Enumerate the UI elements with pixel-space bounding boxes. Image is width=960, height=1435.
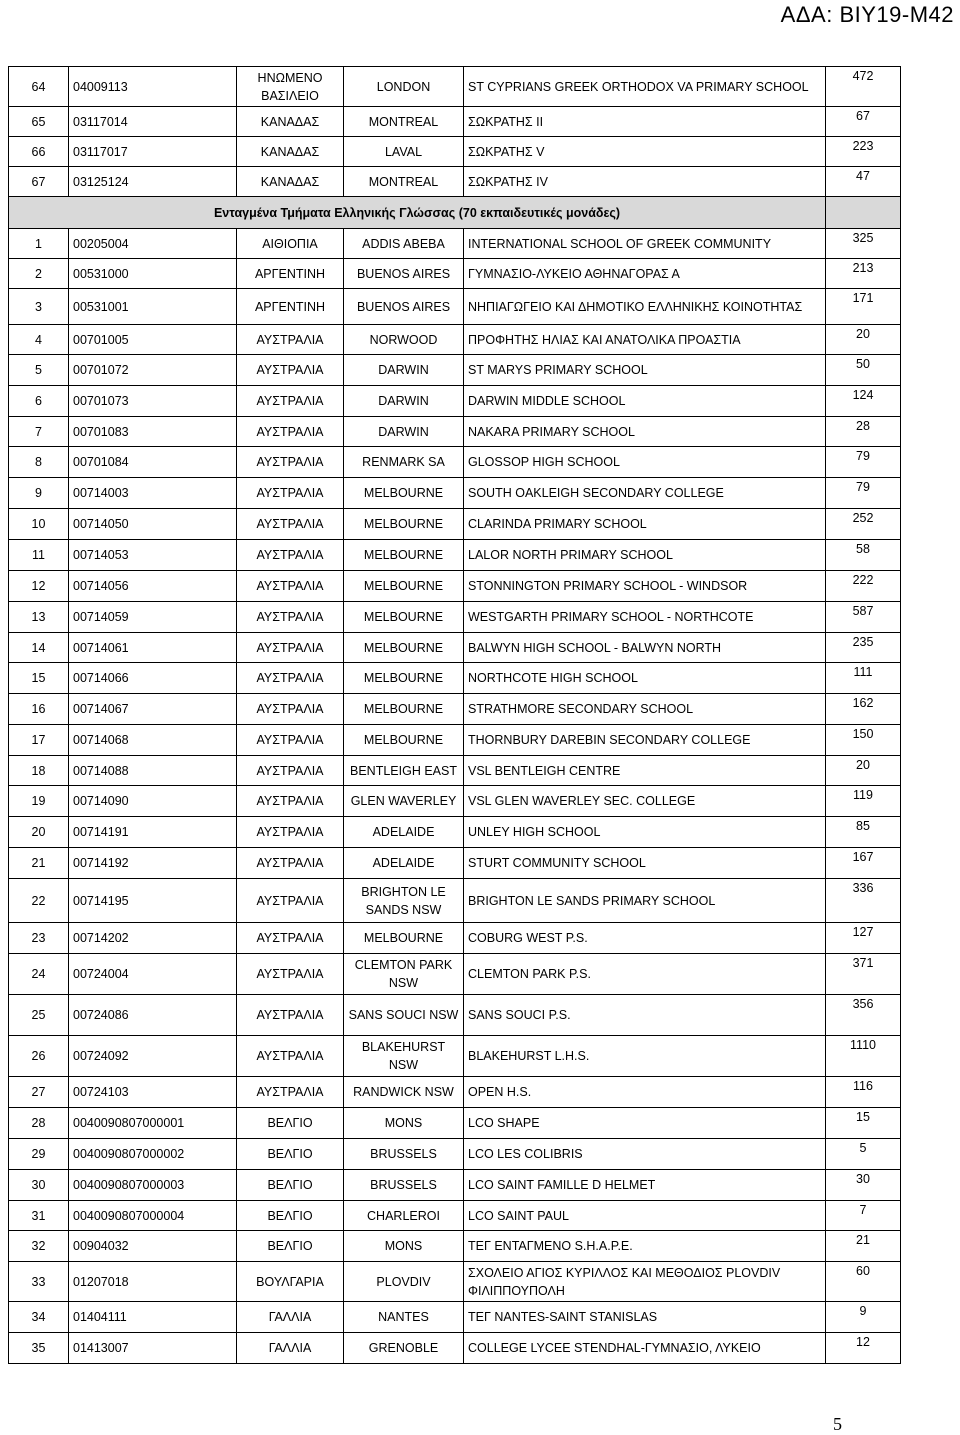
school-code: 01413007: [69, 1333, 237, 1364]
school-name: ΣΩΚΡΑΤΗΣ ΙΙ: [464, 107, 826, 137]
school-code: 00714061: [69, 633, 237, 663]
school-code: 04009113: [69, 67, 237, 107]
row-number: 28: [9, 1108, 69, 1139]
student-count: 79: [826, 447, 901, 478]
student-count: 15: [826, 1108, 901, 1139]
school-code: 00714088: [69, 756, 237, 786]
school-name: ΣΩΚΡΑΤΗΣ V: [464, 137, 826, 167]
student-count: 20: [826, 756, 901, 786]
school-name: CLARINDA PRIMARY SCHOOL: [464, 509, 826, 540]
school-name: WESTGARTH PRIMARY SCHOOL - NORTHCOTE: [464, 602, 826, 633]
country: ΑΥΣΤΡΑΛΙΑ: [237, 786, 344, 817]
school-name: SOUTH OAKLEIGH SECONDARY COLLEGE: [464, 478, 826, 509]
row-number: 5: [9, 355, 69, 386]
city: MELBOURNE: [344, 633, 464, 663]
row-number: 25: [9, 995, 69, 1036]
row-number: 12: [9, 571, 69, 602]
country: ΗΝΩΜΕΝΟ ΒΑΣΙΛΕΙΟ: [237, 67, 344, 107]
school-name: BLAKEHURST L.H.S.: [464, 1036, 826, 1077]
school-name: STRATHMORE SECONDARY SCHOOL: [464, 694, 826, 725]
table-row: [9, 386, 901, 417]
city: MONS: [344, 1108, 464, 1139]
row-number: 3: [9, 289, 69, 325]
table-row: [9, 995, 901, 1036]
school-name: DARWIN MIDDLE SCHOOL: [464, 386, 826, 417]
country: ΑΥΣΤΡΑΛΙΑ: [237, 509, 344, 540]
city: RENMARK SA: [344, 447, 464, 478]
school-code: 00714192: [69, 848, 237, 879]
row-number: 9: [9, 478, 69, 509]
table-row: [9, 107, 901, 137]
table-row: [9, 756, 901, 786]
country: ΑΥΣΤΡΑΛΙΑ: [237, 995, 344, 1036]
table-row: [9, 1201, 901, 1231]
table-row: [9, 1036, 901, 1077]
row-number: 22: [9, 879, 69, 923]
student-count: 150: [826, 725, 901, 756]
row-number: 1: [9, 229, 69, 259]
city: MELBOURNE: [344, 663, 464, 694]
table-row: [9, 954, 901, 995]
city: BUENOS AIRES: [344, 259, 464, 289]
school-name: LCO SHAPE: [464, 1108, 826, 1139]
schools-table: [8, 66, 901, 1364]
student-count: 28: [826, 417, 901, 447]
country: ΑΥΣΤΡΑΛΙΑ: [237, 954, 344, 995]
city: MONS: [344, 1231, 464, 1262]
country: ΑΥΣΤΡΑΛΙΑ: [237, 540, 344, 571]
school-code: 00904032: [69, 1231, 237, 1262]
school-name: ST CYPRIANS GREEK ORTHODOX VA PRIMARY SCHOOL: [464, 67, 826, 107]
school-code: 01404111: [69, 1302, 237, 1333]
school-code: 0040090807000002: [69, 1139, 237, 1170]
row-number: 11: [9, 540, 69, 571]
table-row: [9, 1333, 901, 1364]
country: ΒΕΛΓΙΟ: [237, 1231, 344, 1262]
city: SANS SOUCI NSW: [344, 995, 464, 1036]
city: DARWIN: [344, 417, 464, 447]
school-code: 00724092: [69, 1036, 237, 1077]
school-name: LCO LES COLIBRIS: [464, 1139, 826, 1170]
row-number: 64: [9, 67, 69, 107]
school-code: 00531001: [69, 289, 237, 325]
row-number: 10: [9, 509, 69, 540]
school-name: ΓΥΜΝΑΣΙΟ-ΛΥΚΕΙΟ ΑΘΗΝΑΓΟΡΑΣ Α: [464, 259, 826, 289]
student-count: 162: [826, 694, 901, 725]
table-row: [9, 817, 901, 848]
country: ΑΥΣΤΡΑΛΙΑ: [237, 447, 344, 478]
school-code: 00714090: [69, 786, 237, 817]
school-code: 00531000: [69, 259, 237, 289]
city: BRUSSELS: [344, 1139, 464, 1170]
table-row: [9, 167, 901, 197]
school-code: 01207018: [69, 1262, 237, 1302]
row-number: 18: [9, 756, 69, 786]
student-count: 67: [826, 107, 901, 137]
school-name: NAKARA PRIMARY SCHOOL: [464, 417, 826, 447]
country: ΑΥΣΤΡΑΛΙΑ: [237, 325, 344, 355]
row-number: 21: [9, 848, 69, 879]
student-count: 119: [826, 786, 901, 817]
school-name: LALOR NORTH PRIMARY SCHOOL: [464, 540, 826, 571]
country: ΚΑΝΑΔΑΣ: [237, 107, 344, 137]
student-count: 356: [826, 995, 901, 1036]
row-number: 14: [9, 633, 69, 663]
country: ΑΥΣΤΡΑΛΙΑ: [237, 417, 344, 447]
school-name: GLOSSOP HIGH SCHOOL: [464, 447, 826, 478]
row-number: 33: [9, 1262, 69, 1302]
school-name: ΠΡΟΦΗΤΗΣ ΗΛΙΑΣ ΚΑΙ ΑΝΑΤΟΛΙΚΑ ΠΡΟΑΣΤΙΑ: [464, 325, 826, 355]
city: GLEN WAVERLEY: [344, 786, 464, 817]
city: ADDIS ABEBA: [344, 229, 464, 259]
school-name: COBURG WEST P.S.: [464, 923, 826, 954]
city: MELBOURNE: [344, 694, 464, 725]
city: PLOVDIV: [344, 1262, 464, 1302]
country: ΑΥΣΤΡΑΛΙΑ: [237, 923, 344, 954]
school-name: ΣΩΚΡΑΤΗΣ ΙV: [464, 167, 826, 197]
school-code: 03117014: [69, 107, 237, 137]
section-title: Ενταγμένα Τμήματα Ελληνικής Γλώσσας (70 εκπαιδευτικές μονάδες): [9, 197, 826, 229]
table-row: [9, 571, 901, 602]
country: ΑΥΣΤΡΑΛΙΑ: [237, 1036, 344, 1077]
school-name: OPEN H.S.: [464, 1077, 826, 1108]
school-name: NORTHCOTE HIGH SCHOOL: [464, 663, 826, 694]
school-code: 0040090807000001: [69, 1108, 237, 1139]
table-row: [9, 694, 901, 725]
page-number: 5: [833, 1414, 842, 1434]
school-name: LCO SAINT PAUL: [464, 1201, 826, 1231]
country: ΑΥΣΤΡΑΛΙΑ: [237, 663, 344, 694]
table-row: [9, 1139, 901, 1170]
student-count: 336: [826, 879, 901, 923]
student-count: 47: [826, 167, 901, 197]
table-row: [9, 786, 901, 817]
student-count: 371: [826, 954, 901, 995]
row-number: 16: [9, 694, 69, 725]
table-row: [9, 325, 901, 355]
student-count: 60: [826, 1262, 901, 1302]
school-code: 00714191: [69, 817, 237, 848]
country: ΑΥΣΤΡΑΛΙΑ: [237, 386, 344, 417]
table-row: [9, 923, 901, 954]
student-count: 325: [826, 229, 901, 259]
city: NORWOOD: [344, 325, 464, 355]
student-count: 587: [826, 602, 901, 633]
city: MELBOURNE: [344, 478, 464, 509]
school-name: VSL GLEN WAVERLEY SEC. COLLEGE: [464, 786, 826, 817]
row-number: 32: [9, 1231, 69, 1262]
school-name: STONNINGTON PRIMARY SCHOOL - WINDSOR: [464, 571, 826, 602]
table-row: [9, 259, 901, 289]
country: ΑΥΣΤΡΑΛΙΑ: [237, 879, 344, 923]
section-header-row: [9, 197, 901, 229]
row-number: 4: [9, 325, 69, 355]
city: BRUSSELS: [344, 1170, 464, 1201]
school-name: LCO SAINT FAMILLE D HELMET: [464, 1170, 826, 1201]
school-name: STURT COMMUNITY SCHOOL: [464, 848, 826, 879]
country: ΑΥΣΤΡΑΛΙΑ: [237, 633, 344, 663]
student-count: 223: [826, 137, 901, 167]
school-name: ΤΕΓ ΕΝΤΑΓΜΕΝΟ S.H.A.P.E.: [464, 1231, 826, 1262]
school-name: BRIGHTON LE SANDS PRIMARY SCHOOL: [464, 879, 826, 923]
country: ΑΥΣΤΡΑΛΙΑ: [237, 848, 344, 879]
table-row: [9, 848, 901, 879]
country: ΒΕΛΓΙΟ: [237, 1201, 344, 1231]
country: ΑΥΣΤΡΑΛΙΑ: [237, 355, 344, 386]
school-name: VSL BENTLEIGH CENTRE: [464, 756, 826, 786]
school-code: 00724086: [69, 995, 237, 1036]
city: RANDWICK NSW: [344, 1077, 464, 1108]
student-count: 235: [826, 633, 901, 663]
school-name: INTERNATIONAL SCHOOL OF GREEK COMMUNITY: [464, 229, 826, 259]
student-count: 5: [826, 1139, 901, 1170]
student-count: 58: [826, 540, 901, 571]
school-code: 00701084: [69, 447, 237, 478]
student-count: 30: [826, 1170, 901, 1201]
school-code: 00714059: [69, 602, 237, 633]
city: MELBOURNE: [344, 923, 464, 954]
student-count: 20: [826, 325, 901, 355]
table-row: [9, 1077, 901, 1108]
student-count: 167: [826, 848, 901, 879]
school-code: 00714195: [69, 879, 237, 923]
row-number: 29: [9, 1139, 69, 1170]
school-code: 03117017: [69, 137, 237, 167]
row-number: 34: [9, 1302, 69, 1333]
student-count: 50: [826, 355, 901, 386]
city: BUENOS AIRES: [344, 289, 464, 325]
school-code: 00701005: [69, 325, 237, 355]
table-row: [9, 725, 901, 756]
row-number: 31: [9, 1201, 69, 1231]
student-count: 472: [826, 67, 901, 107]
table-row: [9, 1262, 901, 1302]
school-code: 00714202: [69, 923, 237, 954]
row-number: 23: [9, 923, 69, 954]
country: ΑΥΣΤΡΑΛΙΑ: [237, 756, 344, 786]
city: MELBOURNE: [344, 725, 464, 756]
school-code: 00714066: [69, 663, 237, 694]
student-count: 116: [826, 1077, 901, 1108]
school-name: ΝΗΠΙΑΓΩΓΕΙΟ ΚΑΙ ΔΗΜΟΤΙΚΟ ΕΛΛΗΝΙΚΗΣ ΚΟΙΝΟΤΗΤΑΣ: [464, 289, 826, 325]
school-name: CLEMTON PARK P.S.: [464, 954, 826, 995]
school-code: 0040090807000004: [69, 1201, 237, 1231]
row-number: 27: [9, 1077, 69, 1108]
school-code: 00701073: [69, 386, 237, 417]
student-count: 127: [826, 923, 901, 954]
country: ΓΑΛΛΙΑ: [237, 1302, 344, 1333]
school-code: 00714067: [69, 694, 237, 725]
city: MONTREAL: [344, 107, 464, 137]
student-count: 213: [826, 259, 901, 289]
student-count: 9: [826, 1302, 901, 1333]
table-row: [9, 447, 901, 478]
table-row: [9, 540, 901, 571]
school-code: 03125124: [69, 167, 237, 197]
school-name: BALWYN HIGH SCHOOL - BALWYN NORTH: [464, 633, 826, 663]
row-number: 65: [9, 107, 69, 137]
student-count: 7: [826, 1201, 901, 1231]
school-code: 00714050: [69, 509, 237, 540]
country: ΑΥΣΤΡΑΛΙΑ: [237, 478, 344, 509]
school-code: 0040090807000003: [69, 1170, 237, 1201]
city: MELBOURNE: [344, 571, 464, 602]
country: ΑΡΓΕΝΤΙΝΗ: [237, 289, 344, 325]
student-count: 79: [826, 478, 901, 509]
student-count: 12: [826, 1333, 901, 1364]
table-row: [9, 1170, 901, 1201]
city: BLAKEHURST NSW: [344, 1036, 464, 1077]
row-number: 20: [9, 817, 69, 848]
row-number: 2: [9, 259, 69, 289]
table-row: [9, 67, 901, 107]
city: MONTREAL: [344, 167, 464, 197]
country: ΒΟΥΛΓΑΡΙΑ: [237, 1262, 344, 1302]
table-row: [9, 229, 901, 259]
city: ADELAIDE: [344, 848, 464, 879]
country: ΒΕΛΓΙΟ: [237, 1108, 344, 1139]
school-name: ΣΧΟΛΕΙΟ ΑΓΙΟΣ ΚΥΡΙΛΛΟΣ ΚΑΙ ΜΕΘΟΔΙΟΣ PLOVDIV ΦΙΛΙΠΠΟΥΠΟΛΗ: [464, 1262, 826, 1302]
table-row: [9, 602, 901, 633]
school-code: 00724004: [69, 954, 237, 995]
school-name: THORNBURY DAREBIN SECONDARY COLLEGE: [464, 725, 826, 756]
country: ΑΥΣΤΡΑΛΙΑ: [237, 571, 344, 602]
school-name: COLLEGE LYCEE STENDHAL-ΓΥΜΝΑΣΙΟ, ΛΥΚΕΙΟ: [464, 1333, 826, 1364]
table-row: [9, 137, 901, 167]
row-number: 35: [9, 1333, 69, 1364]
country: ΑΙΘΙΟΠΙΑ: [237, 229, 344, 259]
student-count: 252: [826, 509, 901, 540]
school-code: 00205004: [69, 229, 237, 259]
country: ΚΑΝΑΔΑΣ: [237, 167, 344, 197]
row-number: 6: [9, 386, 69, 417]
row-number: 8: [9, 447, 69, 478]
city: DARWIN: [344, 355, 464, 386]
table-row: [9, 509, 901, 540]
school-code: 00714056: [69, 571, 237, 602]
country: ΑΥΣΤΡΑΛΙΑ: [237, 694, 344, 725]
school-name: ΤΕΓ NANTES-SAINT STANISLAS: [464, 1302, 826, 1333]
row-number: 24: [9, 954, 69, 995]
school-code: 00714053: [69, 540, 237, 571]
row-number: 7: [9, 417, 69, 447]
city: LAVAL: [344, 137, 464, 167]
student-count: 171: [826, 289, 901, 325]
row-number: 19: [9, 786, 69, 817]
country: ΒΕΛΓΙΟ: [237, 1170, 344, 1201]
city: LONDON: [344, 67, 464, 107]
city: BENTLEIGH EAST: [344, 756, 464, 786]
school-name: UNLEY HIGH SCHOOL: [464, 817, 826, 848]
row-number: 30: [9, 1170, 69, 1201]
table-row: [9, 1108, 901, 1139]
school-code: 00714003: [69, 478, 237, 509]
table-row: [9, 355, 901, 386]
school-name: ST MARYS PRIMARY SCHOOL: [464, 355, 826, 386]
row-number: 67: [9, 167, 69, 197]
table-row: [9, 478, 901, 509]
row-number: 66: [9, 137, 69, 167]
country: ΑΡΓΕΝΤΙΝΗ: [237, 259, 344, 289]
student-count: 222: [826, 571, 901, 602]
ada-header: ΑΔΑ: ΒΙΥ19-Μ42: [780, 2, 954, 27]
table-row: [9, 417, 901, 447]
student-count: 85: [826, 817, 901, 848]
row-number: 13: [9, 602, 69, 633]
city: MELBOURNE: [344, 540, 464, 571]
table-row: [9, 879, 901, 923]
city: DARWIN: [344, 386, 464, 417]
city: CHARLEROI: [344, 1201, 464, 1231]
table-row: [9, 663, 901, 694]
city: MELBOURNE: [344, 602, 464, 633]
school-code: 00701083: [69, 417, 237, 447]
school-code: 00701072: [69, 355, 237, 386]
student-count: 111: [826, 663, 901, 694]
city: CLEMTON PARK NSW: [344, 954, 464, 995]
school-name: SANS SOUCI P.S.: [464, 995, 826, 1036]
city: BRIGHTON LE SANDS NSW: [344, 879, 464, 923]
school-code: 00724103: [69, 1077, 237, 1108]
city: MELBOURNE: [344, 509, 464, 540]
student-count: 1110: [826, 1036, 901, 1077]
row-number: 15: [9, 663, 69, 694]
country: ΑΥΣΤΡΑΛΙΑ: [237, 1077, 344, 1108]
row-number: 17: [9, 725, 69, 756]
row-number: 26: [9, 1036, 69, 1077]
country: ΑΥΣΤΡΑΛΙΑ: [237, 602, 344, 633]
table-row: [9, 1302, 901, 1333]
city: GRENOBLE: [344, 1333, 464, 1364]
country: ΚΑΝΑΔΑΣ: [237, 137, 344, 167]
table-row: [9, 1231, 901, 1262]
country: ΓΑΛΛΙΑ: [237, 1333, 344, 1364]
city: ADELAIDE: [344, 817, 464, 848]
school-code: 00714068: [69, 725, 237, 756]
student-count: 21: [826, 1231, 901, 1262]
city: NANTES: [344, 1302, 464, 1333]
country: ΒΕΛΓΙΟ: [237, 1139, 344, 1170]
table-row: [9, 289, 901, 325]
country: ΑΥΣΤΡΑΛΙΑ: [237, 817, 344, 848]
table-row: [9, 633, 901, 663]
student-count: 124: [826, 386, 901, 417]
country: ΑΥΣΤΡΑΛΙΑ: [237, 725, 344, 756]
